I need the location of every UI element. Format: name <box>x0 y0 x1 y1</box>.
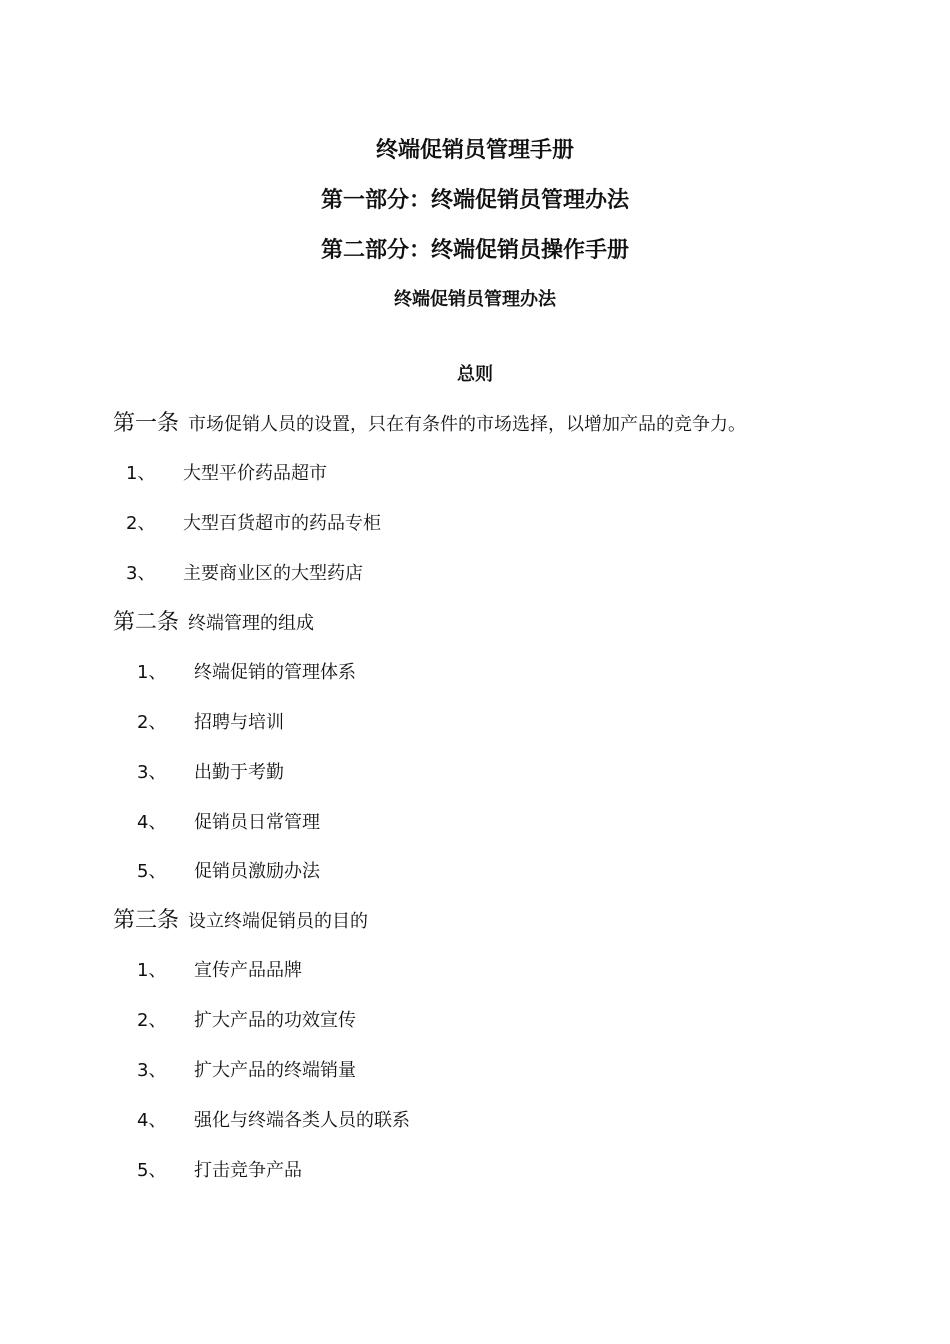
article-head: 第一条 <box>113 411 180 436</box>
list-item-text: 招聘与培训 <box>194 712 284 733</box>
article-body: 设立终端促销员的目的 <box>188 911 369 932</box>
list-item-text: 促销员日常管理 <box>194 812 320 833</box>
section-title: 终端促销员管理办法 <box>394 289 556 310</box>
list-item-number: 2、 <box>126 513 156 534</box>
part2-title: 第二部分：终端促销员操作手册 <box>320 238 629 263</box>
list-item-number: 4、 <box>137 812 167 833</box>
list-item-number: 1、 <box>137 662 167 683</box>
list-item-text: 出勤于考勤 <box>194 762 284 783</box>
article-head: 第三条 <box>113 908 180 933</box>
list-item-number: 4、 <box>137 1110 167 1131</box>
list-item-text: 打击竞争产品 <box>194 1160 302 1181</box>
list-item-text: 扩大产品的终端销量 <box>194 1060 356 1081</box>
list-item-number: 3、 <box>126 563 156 584</box>
list-item-number: 2、 <box>137 1010 167 1031</box>
article-1 <box>113 409 746 440</box>
list-item-number: 5、 <box>137 1160 167 1181</box>
main-title: 终端促销员管理手册 <box>375 138 574 163</box>
list-item-text: 主要商业区的大型药店 <box>183 563 363 584</box>
list-item-text: 终端促销的管理体系 <box>194 662 356 683</box>
general-heading: 总则 <box>457 364 493 385</box>
list-item-number: 5、 <box>137 861 167 882</box>
list-item-text: 促销员激励办法 <box>194 861 320 882</box>
list-item-text: 宣传产品品牌 <box>194 960 302 981</box>
article-3 <box>113 906 368 937</box>
list-item-number: 1、 <box>126 463 156 484</box>
list-item-text: 大型百货超市的药品专柜 <box>183 513 381 534</box>
article-body: 市场促销人员的设置，只在有条件的市场选择，以增加产品的竞争力。 <box>188 414 747 435</box>
list-item-number: 3、 <box>137 762 167 783</box>
list-item-text: 强化与终端各类人员的联系 <box>194 1110 410 1131</box>
list-item-number: 2、 <box>137 712 167 733</box>
list-item-number: 3、 <box>137 1060 167 1081</box>
list-item-text: 扩大产品的功效宣传 <box>194 1010 356 1031</box>
article-head: 第二条 <box>113 610 180 635</box>
part1-title: 第一部分：终端促销员管理办法 <box>320 188 629 213</box>
list-item-number: 1、 <box>137 960 167 981</box>
article-2 <box>113 608 314 639</box>
article-body: 终端管理的组成 <box>188 613 315 634</box>
list-item-text: 大型平价药品超市 <box>183 463 327 484</box>
